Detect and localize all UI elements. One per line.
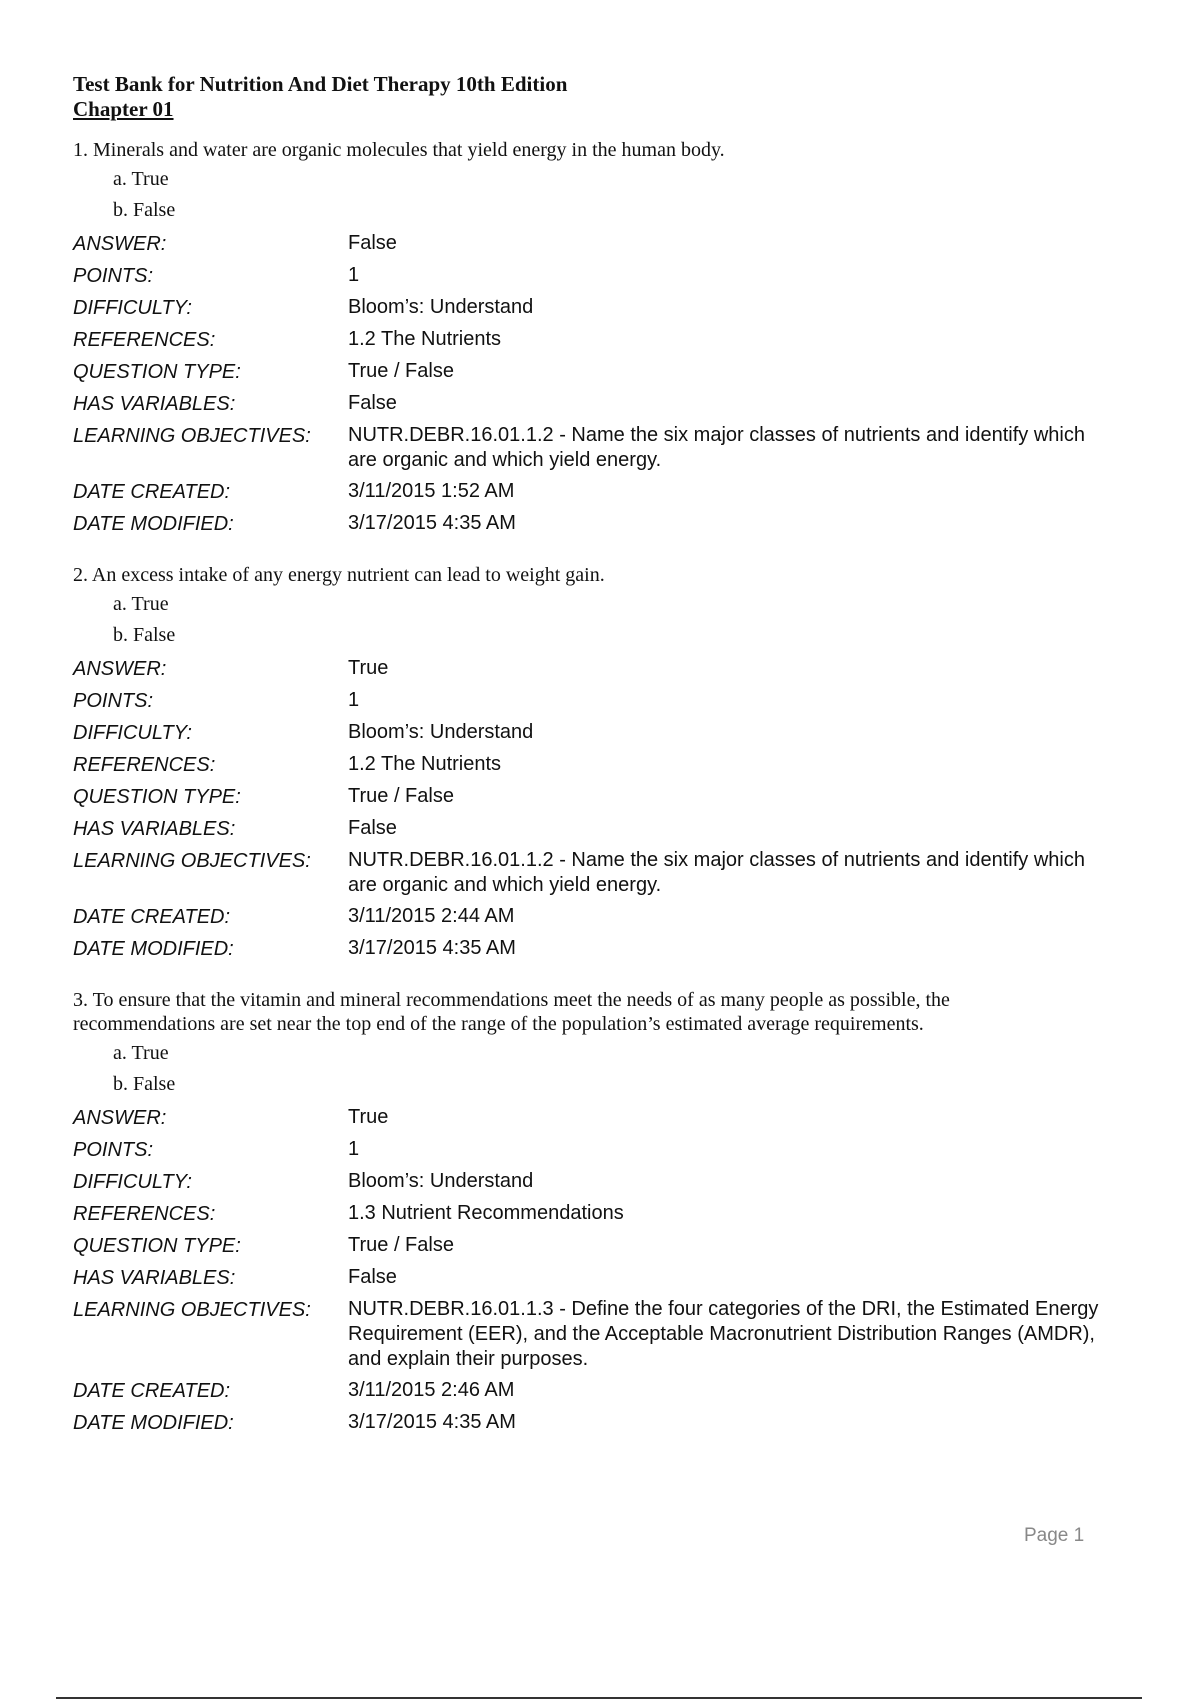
meta-row-date-created	[73, 476, 1113, 508]
meta-value: True / False	[348, 1234, 454, 1256]
meta-row-has-variables	[73, 388, 1113, 420]
meta-row-has-variables	[73, 1262, 1113, 1294]
option-false: b. False	[113, 1073, 176, 1095]
meta-row-date-created	[73, 1375, 1113, 1407]
meta-label: POINTS:	[73, 690, 154, 712]
meta-value: Bloom’s: Understand	[348, 296, 534, 318]
option-false: b. False	[113, 624, 176, 646]
meta-value: 1	[348, 1138, 360, 1160]
page-divider	[56, 1697, 1142, 1699]
meta-label: DATE CREATED:	[73, 1380, 231, 1402]
meta-label: QUESTION TYPE:	[73, 361, 241, 383]
meta-row-difficulty	[73, 292, 1113, 324]
meta-row-points	[73, 260, 1113, 292]
meta-row-references	[73, 1198, 1113, 1230]
meta-row-learning-objectives	[73, 420, 1113, 476]
question-1	[73, 138, 1113, 540]
meta-value: 1	[348, 689, 360, 711]
meta-row-answer	[73, 1102, 1113, 1134]
meta-label: REFERENCES:	[73, 754, 216, 776]
question-2	[73, 563, 1113, 965]
meta-value: Bloom’s: Understand	[348, 1170, 534, 1192]
meta-row-learning-objectives	[73, 845, 1113, 901]
option-true: a. True	[113, 593, 169, 615]
meta-value: False	[348, 392, 397, 414]
meta-value: True / False	[348, 360, 454, 382]
meta-row-references	[73, 749, 1113, 781]
meta-label: DATE MODIFIED:	[73, 513, 234, 535]
meta-label: POINTS:	[73, 1139, 154, 1161]
meta-row-date-modified	[73, 508, 1113, 540]
question-metadata	[73, 228, 1113, 540]
meta-label: QUESTION TYPE:	[73, 786, 241, 808]
meta-row-points	[73, 1134, 1113, 1166]
meta-value: 3/11/2015 2:46 AM	[348, 1379, 515, 1401]
meta-value: False	[348, 232, 397, 254]
meta-label: ANSWER:	[73, 233, 167, 255]
meta-value: 3/17/2015 4:35 AM	[348, 937, 516, 959]
meta-row-answer	[73, 653, 1113, 685]
meta-label: ANSWER:	[73, 1107, 167, 1129]
chapter-heading: Chapter 01	[73, 97, 174, 121]
meta-value: 3/17/2015 4:35 AM	[348, 512, 516, 534]
meta-row-difficulty	[73, 717, 1113, 749]
meta-label: REFERENCES:	[73, 1203, 216, 1225]
meta-value: True	[348, 1106, 389, 1128]
option-true: a. True	[113, 1042, 169, 1064]
meta-label: LEARNING OBJECTIVES:	[73, 850, 311, 872]
answer-options	[73, 589, 1113, 651]
meta-label: LEARNING OBJECTIVES:	[73, 425, 311, 447]
document-title: Test Bank for Nutrition And Diet Therapy 10th Edition	[73, 72, 568, 96]
meta-value: True	[348, 657, 389, 679]
meta-row-date-modified	[73, 1407, 1113, 1439]
meta-value: 3/11/2015 1:52 AM	[348, 480, 515, 502]
meta-row-date-created	[73, 901, 1113, 933]
answer-options	[73, 1038, 1113, 1100]
meta-label: DIFFICULTY:	[73, 1171, 192, 1193]
option-true: a. True	[113, 168, 169, 190]
meta-row-has-variables	[73, 813, 1113, 845]
meta-value: NUTR.DEBR.16.01.1.2 - Name the six major classes of nutrients and identify which are organic and which yield energy.	[348, 424, 1085, 471]
meta-value: 1.2 The Nutrients	[348, 753, 502, 775]
question-metadata	[73, 1102, 1113, 1439]
meta-row-references	[73, 324, 1113, 356]
question-3	[73, 988, 1113, 1439]
meta-label: ANSWER:	[73, 658, 167, 680]
document-page	[73, 72, 1113, 1439]
meta-label: DIFFICULTY:	[73, 722, 192, 744]
meta-value: Bloom’s: Understand	[348, 721, 534, 743]
meta-value: NUTR.DEBR.16.01.1.3 - Define the four categories of the DRI, the Estimated Energy Requirement (EER), and the Acceptable Macronutrient Distribution Ranges (AMDR), and explain their purposes.	[348, 1298, 1099, 1370]
meta-value: 1	[348, 264, 360, 286]
meta-value: 1.3 Nutrient Recommendations	[348, 1202, 624, 1224]
meta-label: DATE MODIFIED:	[73, 1412, 234, 1434]
meta-row-question-type	[73, 356, 1113, 388]
question-stem: 3. To ensure that the vitamin and mineral recommendations meet the needs of as many people as possible, the recommendations are set near the top end of the range of the population’s estimated average requirements.	[73, 989, 950, 1035]
option-false: b. False	[113, 199, 176, 221]
meta-label: QUESTION TYPE:	[73, 1235, 241, 1257]
meta-label: LEARNING OBJECTIVES:	[73, 1299, 311, 1321]
meta-value: True / False	[348, 785, 454, 807]
meta-value: 3/17/2015 4:35 AM	[348, 1411, 516, 1433]
meta-label: DATE CREATED:	[73, 481, 231, 503]
meta-label: HAS VARIABLES:	[73, 818, 236, 840]
answer-options	[73, 164, 1113, 226]
meta-row-learning-objectives	[73, 1294, 1113, 1375]
meta-row-question-type	[73, 781, 1113, 813]
meta-label: HAS VARIABLES:	[73, 393, 236, 415]
meta-row-date-modified	[73, 933, 1113, 965]
page-number: Page 1	[1024, 1525, 1085, 1546]
meta-label: HAS VARIABLES:	[73, 1267, 236, 1289]
meta-value: NUTR.DEBR.16.01.1.2 - Name the six major classes of nutrients and identify which are organic and which yield energy.	[348, 849, 1085, 896]
question-metadata	[73, 653, 1113, 965]
meta-value: 3/11/2015 2:44 AM	[348, 905, 515, 927]
meta-label: DATE MODIFIED:	[73, 938, 234, 960]
meta-row-question-type	[73, 1230, 1113, 1262]
meta-row-difficulty	[73, 1166, 1113, 1198]
meta-value: False	[348, 817, 397, 839]
question-stem: 2. An excess intake of any energy nutrient can lead to weight gain.	[73, 564, 605, 586]
meta-value: 1.2 The Nutrients	[348, 328, 502, 350]
meta-label: DIFFICULTY:	[73, 297, 192, 319]
meta-value: False	[348, 1266, 397, 1288]
question-stem: 1. Minerals and water are organic molecules that yield energy in the human body.	[73, 139, 725, 161]
meta-label: REFERENCES:	[73, 329, 216, 351]
meta-label: DATE CREATED:	[73, 906, 231, 928]
meta-row-points	[73, 685, 1113, 717]
meta-row-answer	[73, 228, 1113, 260]
meta-label: POINTS:	[73, 265, 154, 287]
